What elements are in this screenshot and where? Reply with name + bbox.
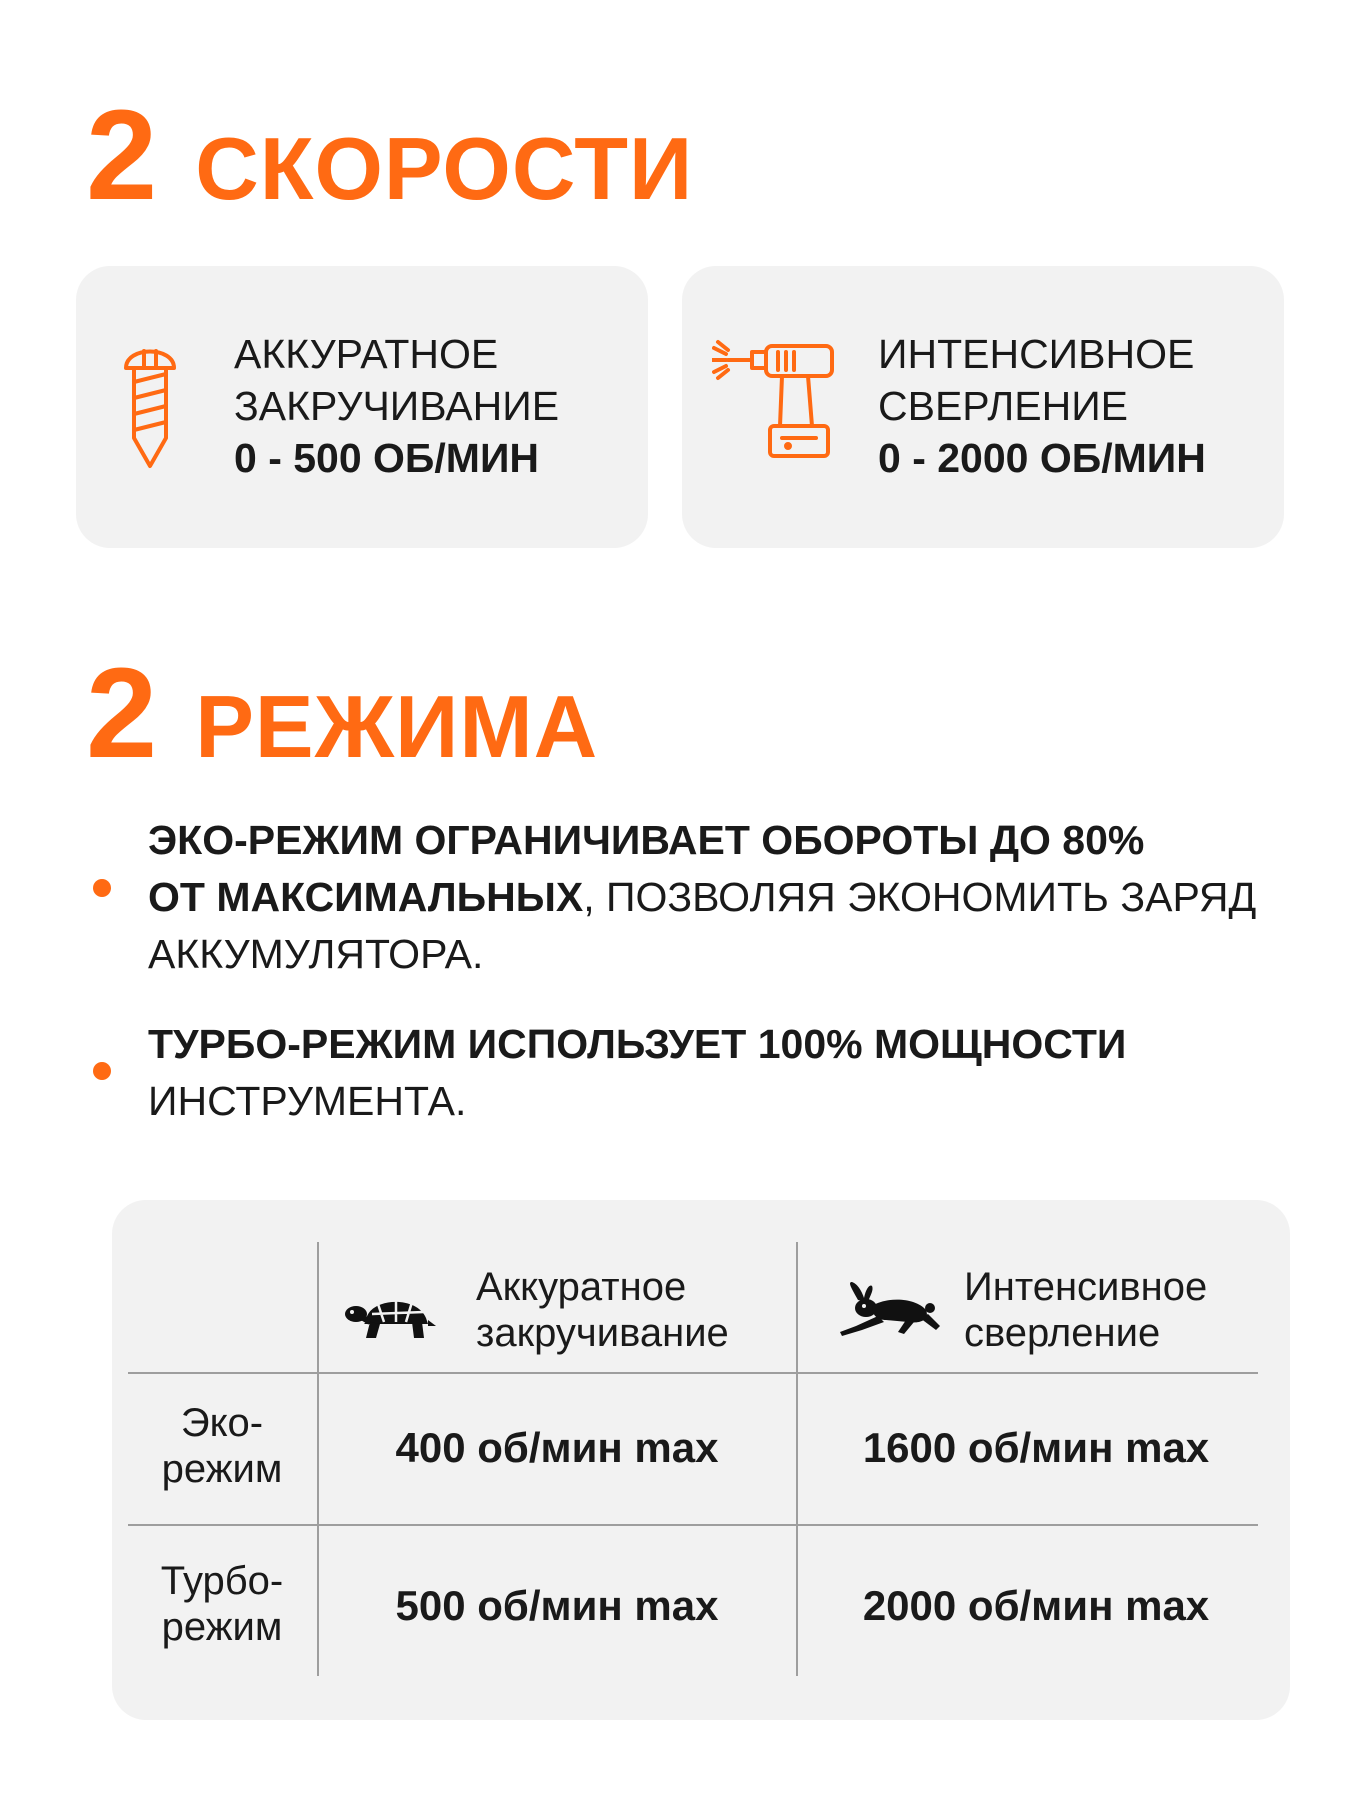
speed-card-screwing-line2: ЗАКРУЧИВАНИЕ: [234, 383, 560, 429]
speed-card-drilling-value: 0 - 2000 ОБ/МИН: [878, 435, 1206, 481]
speed-card-screwing-line1: АККУРАТНОЕ: [234, 331, 499, 377]
speed-card-drilling: [682, 266, 1284, 548]
modes-heading-number: 2: [86, 642, 156, 785]
hare-icon: [836, 1280, 940, 1349]
row-header-eco: [128, 1400, 316, 1492]
bullet-eco-mode: [148, 812, 1298, 983]
speeds-heading-word: СКОРОСТИ: [195, 119, 694, 218]
table-divider: [128, 1524, 1258, 1526]
speed-card-screwing-text: [234, 328, 559, 484]
bullet-dot: [93, 1062, 111, 1080]
speeds-heading-number: 2: [86, 84, 156, 227]
bullet-turbo-line2: ИНСТРУМЕНТА.: [148, 1078, 467, 1124]
table-cell-eco-drilling: 1600 об/мин max: [862, 1424, 1210, 1471]
speed-card-drilling-line2: СВЕРЛЕНИЕ: [878, 383, 1129, 429]
bullet-eco-line3: АККУМУЛЯТОРА.: [148, 931, 484, 977]
bullet-turbo-mode: [148, 1016, 1298, 1130]
table-cell-turbo-screwing: 500 об/мин max: [395, 1582, 719, 1629]
screw-icon: [120, 338, 180, 479]
bullet-eco-line1: ЭКО-РЕЖИМ ОГРАНИЧИВАЕТ ОБОРОТЫ ДО 80%: [148, 817, 1145, 863]
bullet-eco-line2-bold: ОТ МАКСИМАЛЬНЫХ: [148, 874, 584, 920]
modes-heading: [86, 642, 599, 785]
speed-card-screwing-value: 0 - 500 ОБ/МИН: [234, 435, 540, 481]
column-header-drilling: [964, 1264, 1207, 1356]
row-header-turbo-line2: режим: [161, 1605, 283, 1649]
column-header-screwing: [476, 1264, 729, 1356]
bullet-turbo-line1: ТУРБО-РЕЖИМ ИСПОЛЬЗУЕТ 100% МОЩНОСТИ: [148, 1021, 1127, 1067]
bullet-eco-line2: [148, 869, 1298, 926]
column-header-drilling-line1: Интенсивное: [964, 1265, 1208, 1309]
bullet-dot: [93, 879, 111, 897]
column-header-drilling-line2: сверление: [964, 1311, 1161, 1355]
row-header-eco-line1: Эко-: [180, 1401, 264, 1445]
speed-card-drilling-line1: ИНТЕНСИВНОЕ: [878, 331, 1195, 377]
turtle-icon: [344, 1288, 436, 1347]
speeds-heading: [86, 84, 694, 227]
speed-card-screwing: [76, 266, 648, 548]
bullet-eco-line2-rest: , ПОЗВОЛЯЯ ЭКОНОМИТЬ ЗАРЯД: [583, 874, 1257, 920]
modes-heading-word: РЕЖИМА: [195, 677, 599, 776]
table-cell-eco-screwing: 400 об/мин max: [395, 1424, 719, 1471]
row-header-turbo-line1: Турбо-: [160, 1559, 284, 1603]
drill-icon: [712, 338, 844, 467]
speed-card-drilling-text: [878, 328, 1206, 484]
column-header-screwing-line2: закручивание: [476, 1311, 729, 1355]
table-cell-turbo-drilling: 2000 об/мин max: [862, 1582, 1210, 1629]
row-header-turbo: [128, 1558, 316, 1650]
row-header-eco-line2: режим: [161, 1447, 283, 1491]
speed-mode-table: [112, 1200, 1290, 1720]
table-divider: [128, 1372, 1258, 1374]
column-header-screwing-line1: Аккуратное: [476, 1265, 687, 1309]
